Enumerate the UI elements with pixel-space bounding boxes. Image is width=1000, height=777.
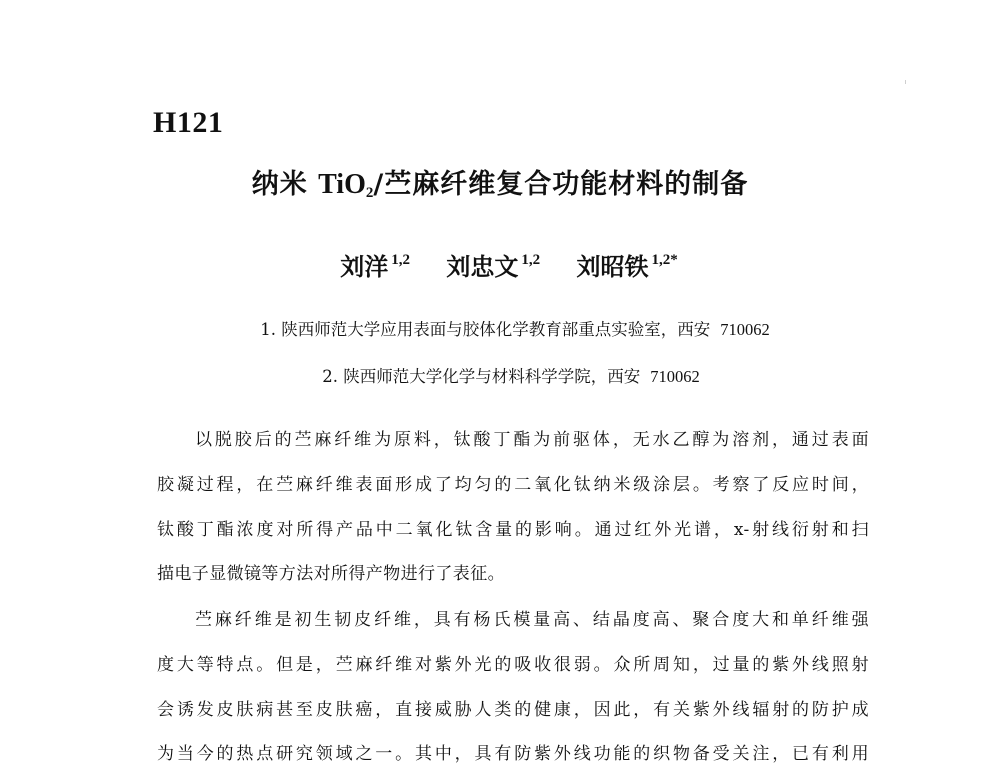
text-line: 以脱胶后的苎麻纤维为原料，钛酸丁酯为前驱体，无水乙醇为溶剂，通过表面 — [195, 430, 869, 450]
author-list — [0, 240, 1000, 287]
title-suffix: /苎麻纤维复合功能材料的制备 — [373, 169, 749, 200]
text-line: 为当今的热点研究领域之一。其中，具有防紫外线功能的织物备受关注，已有利用 — [157, 744, 869, 765]
affiliation-zip: 710062 — [650, 367, 700, 386]
title-formula-main: TiO — [318, 169, 366, 200]
affiliation-1 — [0, 318, 1000, 342]
text-line: 度大等特点。但是，苎麻纤维对紫外光的吸收很弱。众所周知，过量的紫外线照射 — [157, 654, 869, 675]
title-prefix: 纳米 — [251, 169, 319, 200]
author — [576, 240, 677, 287]
text-line: 会诱发皮肤病甚至皮肤癌，直接威胁人类的健康，因此，有关紫外线辐射的防护成 — [157, 699, 869, 720]
affiliation-text: 1. 陕西师范大学应用表面与胶体化学教育部重点实验室，西安 — [260, 320, 711, 339]
author-affiliation-mark: 1,2 — [391, 252, 411, 268]
title-formula-subscript: 2 — [365, 185, 374, 201]
text-line: 描电子显微镜等方法对所得产物进行了表征。 — [157, 564, 505, 585]
author — [446, 240, 540, 287]
paper-title — [0, 165, 1000, 213]
author-affiliation-mark: 1,2* — [651, 252, 678, 268]
affiliation-2 — [0, 365, 1000, 389]
author-affiliation-mark: 1,2 — [521, 252, 541, 268]
paper-code: H121 — [153, 106, 224, 139]
author-name: 刘忠文 — [446, 253, 519, 281]
affiliation-zip: 710062 — [720, 320, 770, 339]
abstract-paragraph — [157, 418, 869, 597]
text-line: 苎麻纤维是初生韧皮纤维，具有杨氏模量高、结晶度高、聚合度大和单纤维强 — [195, 610, 869, 630]
affiliation-text: 2. 陕西师范大学化学与材料科学学院，西安 — [322, 367, 641, 386]
author — [340, 240, 410, 287]
title-formula — [318, 169, 373, 200]
body-paragraph — [157, 598, 869, 777]
author-name: 刘洋 — [340, 253, 389, 281]
author-name: 刘昭铁 — [576, 253, 649, 281]
text-line: 胶凝过程，在苎麻纤维表面形成了均匀的二氧化钛纳米级涂层。考察了反应时间， — [157, 474, 869, 495]
scan-mark — [905, 80, 906, 84]
text-line: 钛酸丁酯浓度对所得产品中二氧化钛含量的影响。通过红外光谱，x-射线衍射和扫 — [157, 519, 869, 540]
